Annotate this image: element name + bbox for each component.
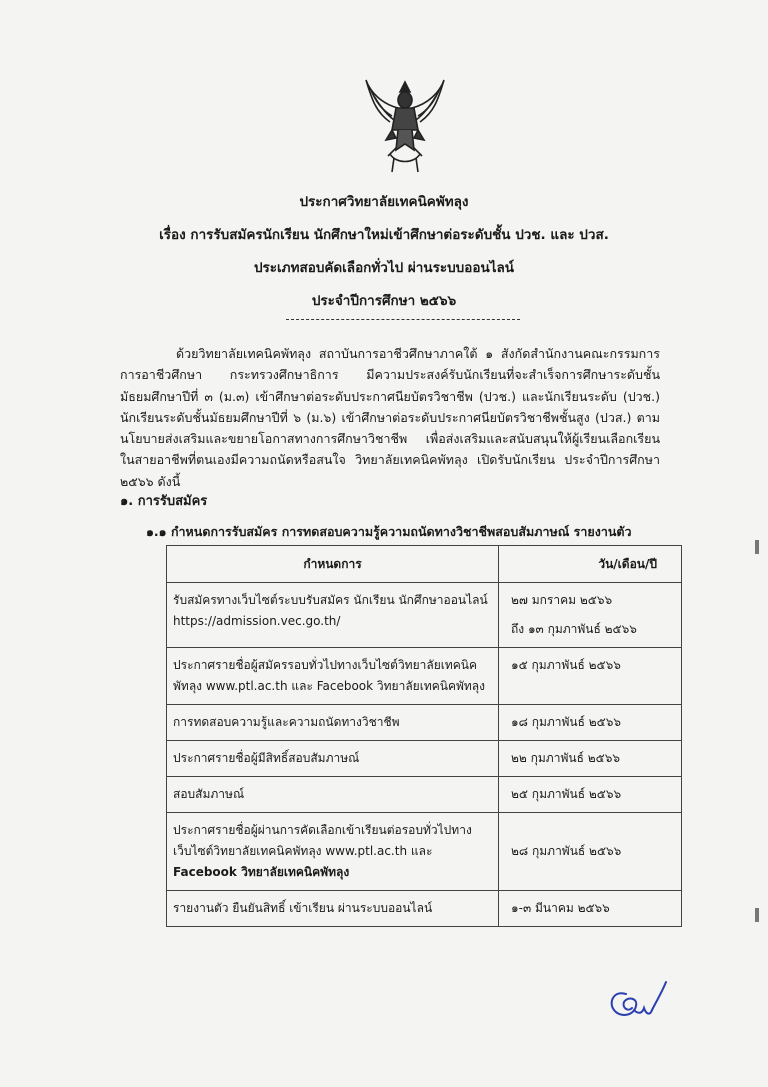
header-schedule: กำหนดการ <box>167 546 499 583</box>
garuda-emblem <box>362 78 448 174</box>
table-row <box>167 648 682 705</box>
table-row <box>167 891 682 927</box>
schedule-url: https://admission.vec.go.th/ <box>173 614 341 628</box>
date-cell: ๑๘ กุมภาพันธ์ ๒๕๖๖ <box>499 705 682 741</box>
date-cell: ๒๕ กุมภาพันธ์ ๒๕๖๖ <box>499 777 682 813</box>
section-heading: ๑. การรับสมัคร <box>120 494 208 509</box>
schedule-text: พัทลุง www.ptl.ac.th และ Facebook วิทยาลัยเทคนิคพัทลุง <box>173 679 486 693</box>
schedule-cell: สอบสัมภาษณ์ <box>167 777 499 813</box>
title-line-3: ประเภทสอบคัดเลือกทั่วไป ผ่านระบบออนไลน์ <box>253 260 514 276</box>
table-row <box>167 741 682 777</box>
schedule-cell: ประกาศรายชื่อผู้มีสิทธิ์สอบสัมภาษณ์ <box>167 741 499 777</box>
schedule-cell <box>167 583 499 648</box>
table-row <box>167 777 682 813</box>
schedule-table <box>166 545 682 927</box>
date-text: ถึง ๑๓ กุมภาพันธ์ ๒๕๖๖ <box>511 622 637 636</box>
date-cell: ๑-๓ มีนาคม ๒๕๖๖ <box>499 891 682 927</box>
title-divider <box>286 319 520 320</box>
date-cell: ๒๘ กุมภาพันธ์ ๒๕๖๖ <box>499 813 682 891</box>
table-row <box>167 705 682 741</box>
signature-initials <box>604 980 670 1024</box>
schedule-cell <box>167 648 499 705</box>
subsection-heading: ๑.๑ กำหนดการรับสมัคร การทดสอบความรู้ความถนัดทางวิชาชีพสอบสัมภาษณ์ รายงานตัว <box>146 524 632 539</box>
edge-mark <box>755 540 759 554</box>
schedule-text: ประกาศรายชื่อผู้สมัครรอบทั่วไปทางเว็บไซต์วิทยาลัยเทคนิค <box>173 658 478 672</box>
schedule-text: รับสมัครทางเว็บไซต์ระบบรับสมัคร นักเรียน นักศึกษาออนไลน์ <box>173 593 488 607</box>
schedule-cell: รายงานตัว ยืนยันสิทธิ์ เข้าเรียน ผ่านระบบออนไลน์ <box>167 891 499 927</box>
intro-paragraph: ด้วยวิทยาลัยเทคนิคพัทลุง สถาบันการอาชีวศึกษาภาคใต้ ๑ สังกัดสำนักงานคณะกรรมการการอาชีวศึกษา กระทรวงศึกษาธิการ มีความประสงค์รับนักเรียนที่จะสำเร็จการศึกษาระดับชั้นมัธยมศึกษาปีที่ ๓ (ม.๓) เข้าศึกษาต่อระดับประกาศนียบัตรวิชาชีพ (ปวช.) และนักเรียนระดับ (ปวช.) นักเรียนระดับชั้นมัธยมศึกษาปีที่ ๖ (ม.๖) เข้าศึกษาต่อระดับประกาศนียบัตรวิชาชีพชั้นสูง (ปวส.) ตามนโยบายส่งเสริมและขยายโอกาสทางการศึกษาวิชาชีพ เพื่อส่งเสริมและสนับสนุนให้ผู้เรียนเลือกเรียนในสายอาชีพที่ตนเองมีความถนัดหรือสนใจ วิทยาลัยเทคนิคพัทลุง เปิดรับนักเรียน ประจำปีการศึกษา ๒๕๖๖ ดังนี้ <box>120 346 660 489</box>
date-text: ๑๕ กุมภาพันธ์ ๒๕๖๖ <box>511 658 621 672</box>
schedule-text: เว็บไซต์วิทยาลัยเทคนิคพัทลุง www.ptl.ac.th และ <box>173 844 433 858</box>
table-row <box>167 813 682 891</box>
title-line-1: ประกาศวิทยาลัยเทคนิคพัทลุง <box>299 194 469 210</box>
date-cell <box>499 583 682 648</box>
title-line-4: ประจำปีการศึกษา ๒๕๖๖ <box>311 293 457 309</box>
date-cell <box>499 648 682 705</box>
table-header-row <box>167 546 682 583</box>
schedule-cell: การทดสอบความรู้และความถนัดทางวิชาชีพ <box>167 705 499 741</box>
date-text: ๒๗ มกราคม ๒๕๖๖ <box>511 593 613 607</box>
edge-mark <box>755 908 759 922</box>
header-date: วัน/เดือน/ปี <box>499 546 682 583</box>
date-cell: ๒๒ กุมภาพันธ์ ๒๕๖๖ <box>499 741 682 777</box>
schedule-cell <box>167 813 499 891</box>
schedule-text: Facebook วิทยาลัยเทคนิคพัทลุง <box>173 865 350 879</box>
table-row <box>167 583 682 648</box>
title-line-2: เรื่อง การรับสมัครนักเรียน นักศึกษาใหม่เข้าศึกษาต่อระดับชั้น ปวช. และ ปวส. <box>159 227 609 243</box>
schedule-text: ประกาศรายชื่อผู้ผ่านการคัดเลือกเข้าเรียนต่อรอบทั่วไปทาง <box>173 823 472 837</box>
